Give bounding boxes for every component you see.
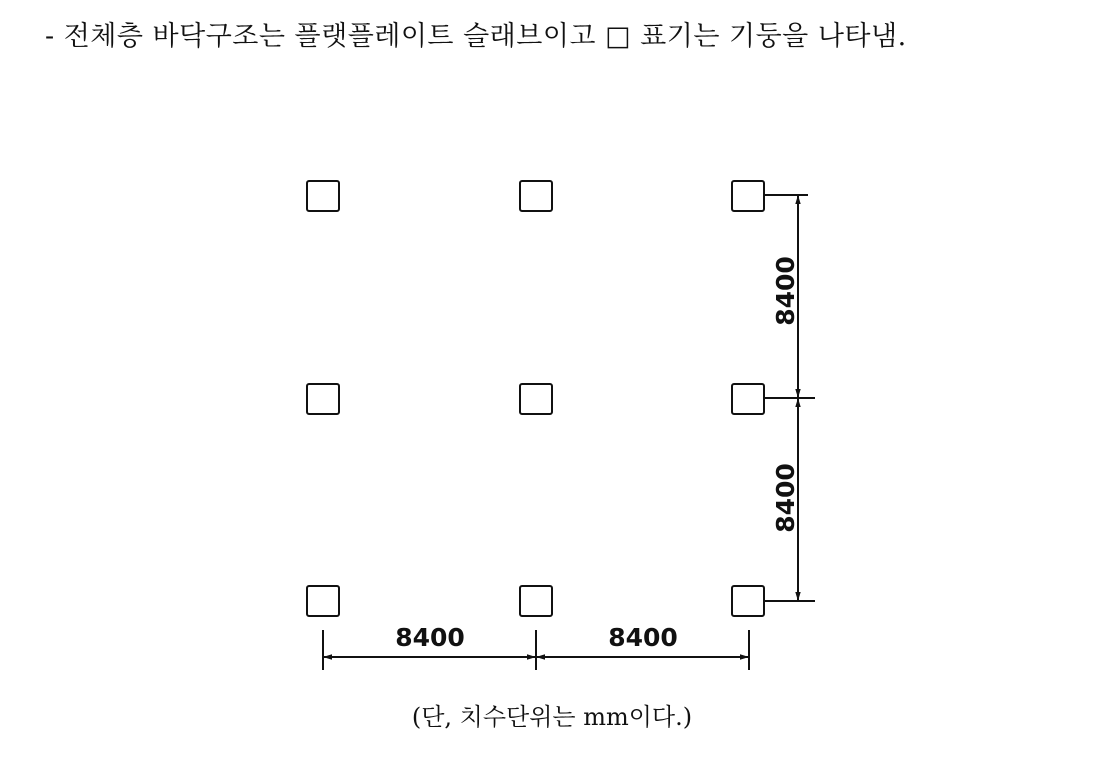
dim-label-vertical-2: 8400 — [771, 463, 800, 533]
column-r1-c3 — [732, 181, 764, 211]
dim-label-vertical-1: 8400 — [771, 256, 800, 326]
columns — [307, 181, 764, 616]
dim-label-horizontal-2: 8400 — [608, 623, 678, 652]
column-r3-c3 — [732, 586, 764, 616]
column-r3-c2 — [520, 586, 552, 616]
structural-note: - 전체층 바닥구조는 플랫플레이트 슬래브이고 □ 표기는 기둥을 나타냄. — [45, 21, 907, 52]
vertical-dimension — [765, 195, 815, 601]
dim-label-horizontal-1: 8400 — [395, 623, 465, 652]
column-r2-c3 — [732, 384, 764, 414]
column-r1-c1 — [307, 181, 339, 211]
column-r3-c1 — [307, 586, 339, 616]
unit-caption: (단, 치수단위는 mm이다.) — [411, 703, 693, 731]
column-r2-c2 — [520, 384, 552, 414]
column-r1-c2 — [520, 181, 552, 211]
column-r2-c1 — [307, 384, 339, 414]
horizontal-dimension — [323, 630, 749, 670]
